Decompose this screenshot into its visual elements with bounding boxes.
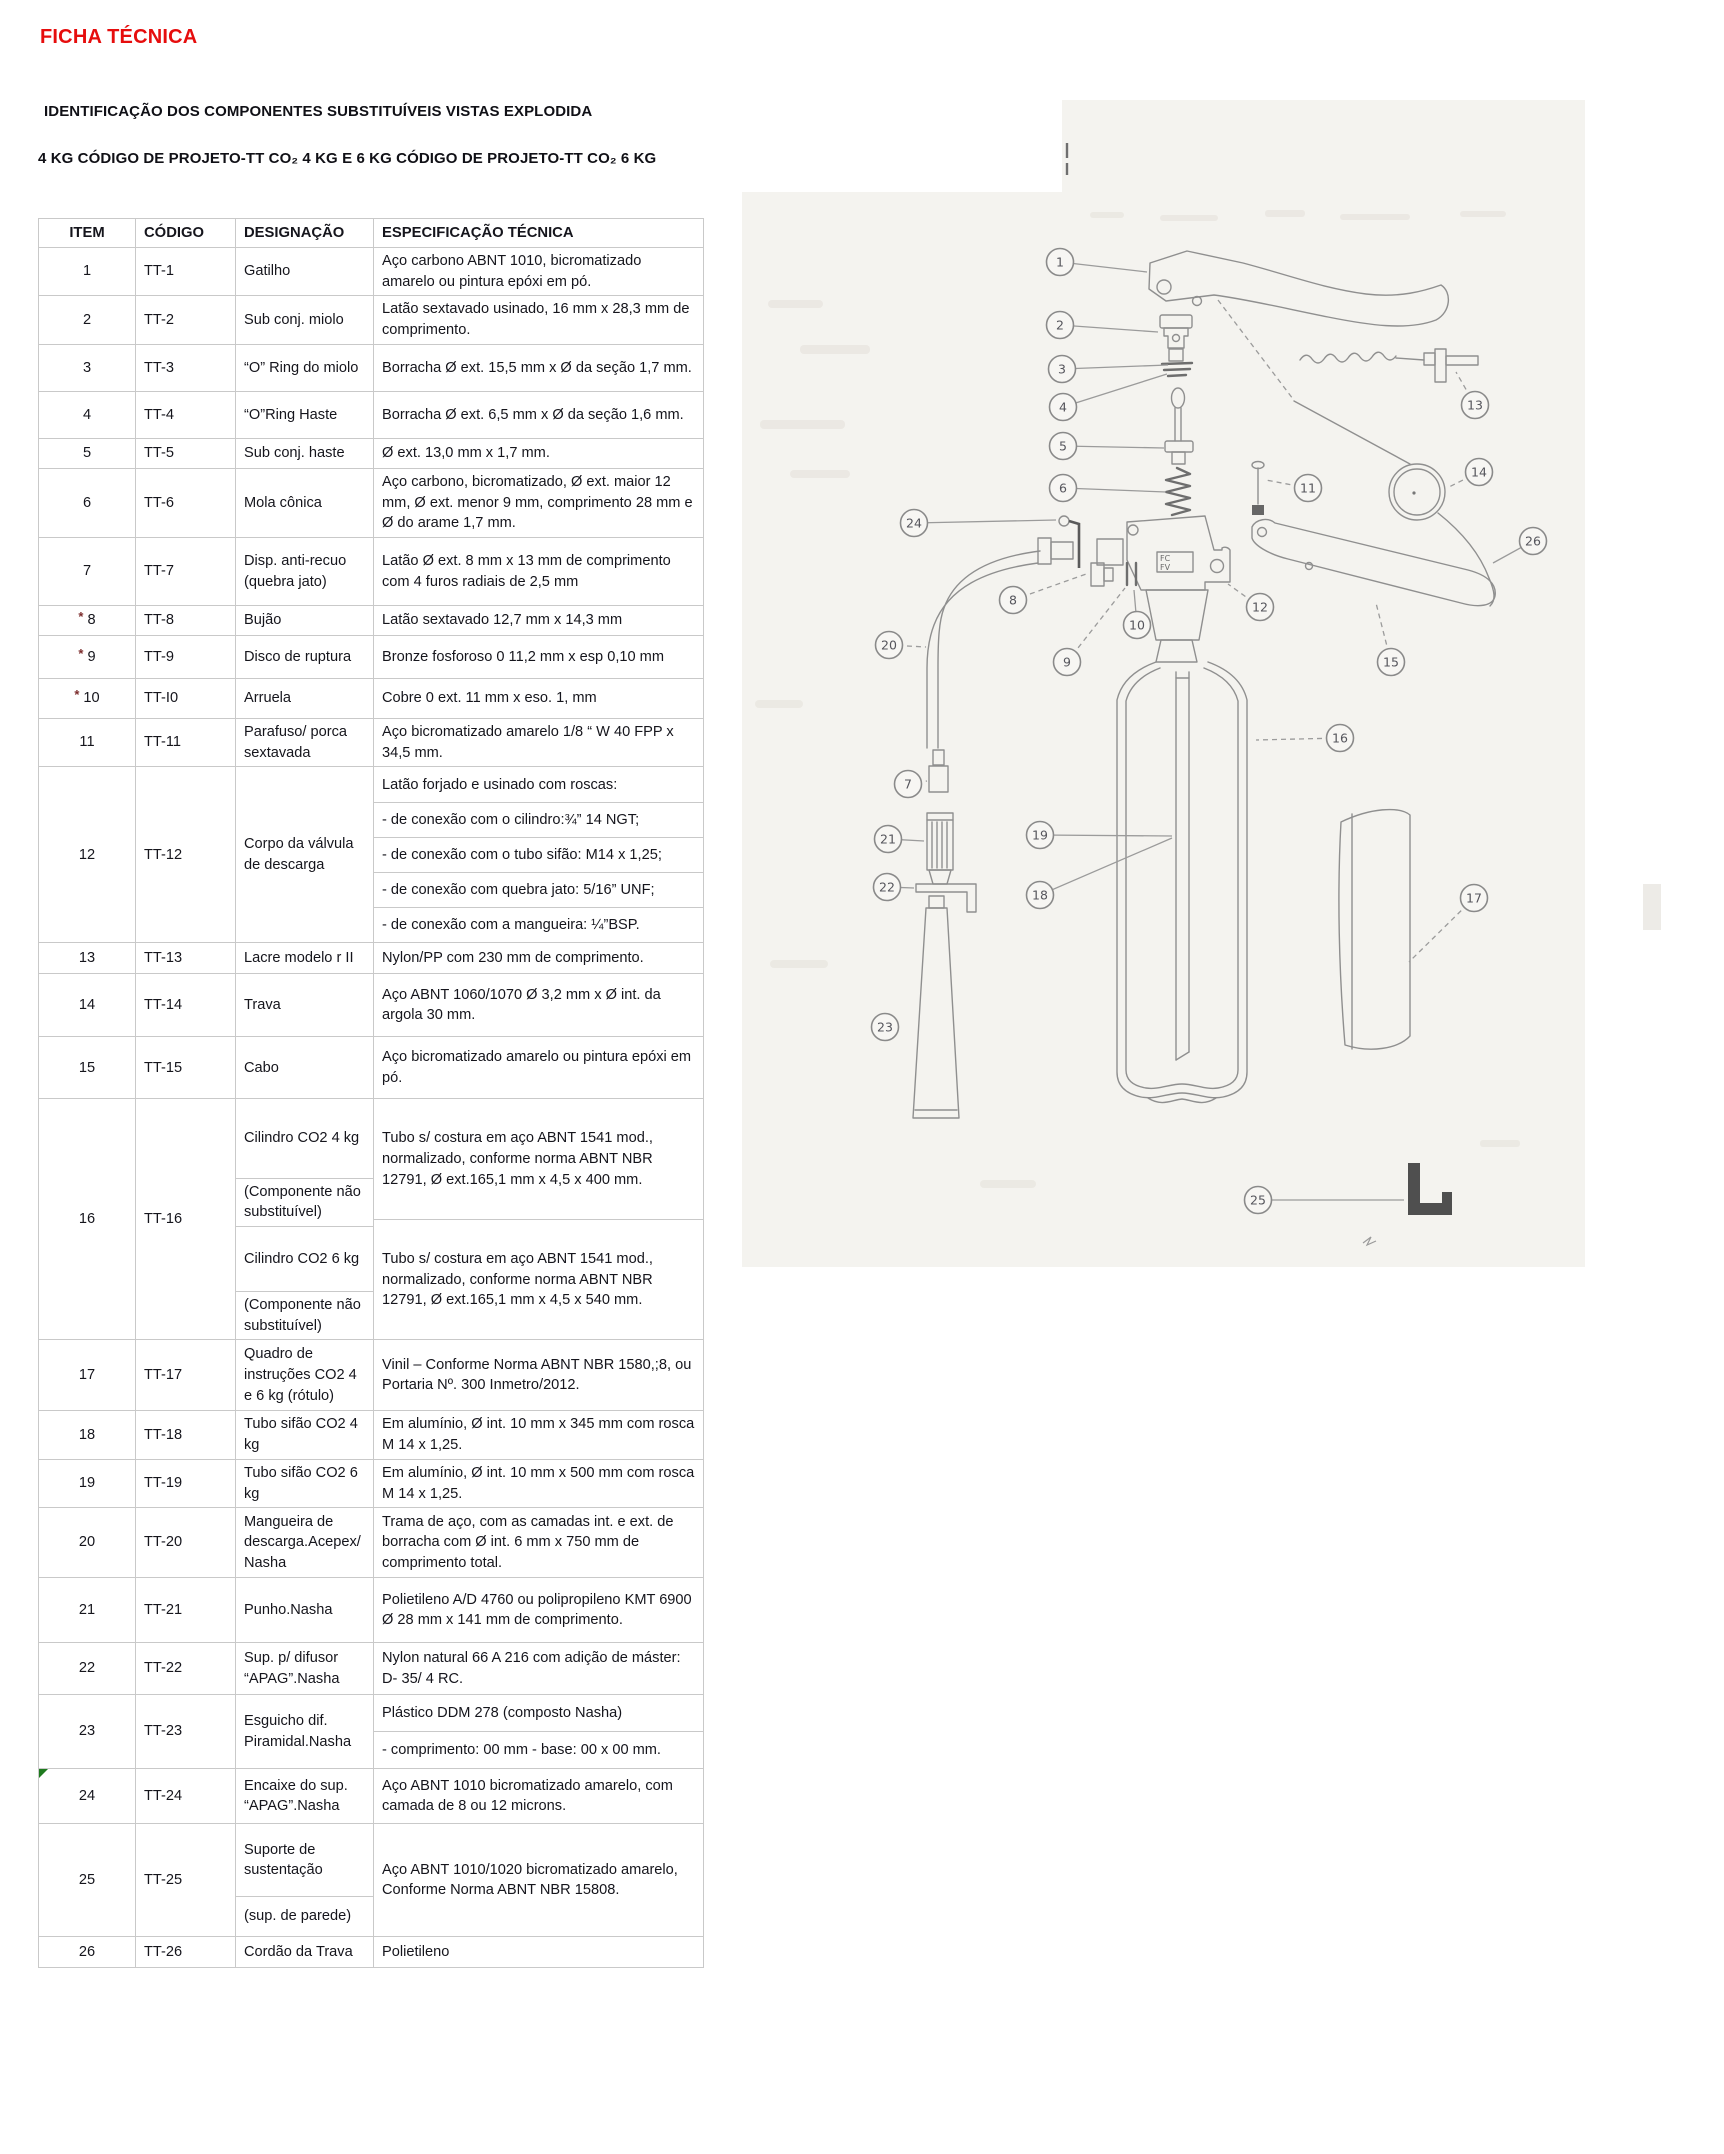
- item-number: 12: [78, 846, 96, 863]
- designacao-cell: [236, 1695, 374, 1768]
- especificacao-cell: [374, 606, 703, 635]
- item-number: 19: [78, 1475, 96, 1492]
- codigo-cell: TT-22: [136, 1643, 236, 1694]
- especificacao-cell: [374, 538, 703, 605]
- item-cell: [39, 636, 136, 678]
- table-row: [39, 1769, 703, 1824]
- especificacao-cell: [374, 1037, 703, 1098]
- callout-10: [1124, 612, 1151, 639]
- especificacao-text: Ø ext. 13,0 mm x 1,7 mm.: [382, 445, 550, 462]
- designacao-text: Quadro de instruções CO2 4 e 6 kg (rótulo): [244, 1346, 357, 1404]
- item-cell: [39, 1460, 136, 1507]
- codigo-cell: TT-15: [136, 1037, 236, 1098]
- item-number: 20: [78, 1534, 96, 1551]
- asterisk-marker: *: [74, 687, 80, 703]
- codigo-cell: TT-19: [136, 1460, 236, 1507]
- especificacao-text: Borracha Ø ext. 6,5 mm x Ø da seção 1,6 mm.: [382, 406, 684, 423]
- item-number: 23: [78, 1723, 96, 1740]
- item-cell: [39, 943, 136, 973]
- table-row: [39, 943, 703, 974]
- item-number: 3: [82, 359, 92, 376]
- designacao-cell: [236, 636, 374, 678]
- especificacao-cell: [374, 1411, 703, 1458]
- item-number: 16: [78, 1211, 96, 1228]
- table-row: [39, 1340, 703, 1411]
- designacao-text: Sup. p/ difusor “APAG”.Nasha: [244, 1650, 340, 1687]
- designacao-text: Disp. anti-recuo (quebra jato): [244, 552, 347, 590]
- table-row: [39, 679, 703, 719]
- page-title: FICHA TÉCNICA: [40, 26, 198, 48]
- codigo-cell: TT-8: [136, 606, 236, 635]
- item-cell: [39, 392, 136, 438]
- item-cell: [39, 538, 136, 605]
- item-number: 17: [78, 1367, 96, 1384]
- designacao-cell: [236, 248, 374, 295]
- especificacao-text: - comprimento: 00 mm - base: 00 x 00 mm.: [374, 1731, 703, 1768]
- item-cell: [39, 767, 136, 942]
- designacao-text: Tubo sifão CO2 4 kg: [244, 1416, 358, 1454]
- especificacao-cell: [374, 974, 703, 1036]
- designacao-text: Disco de ruptura: [244, 648, 352, 665]
- column-header-0: ITEM: [39, 219, 136, 247]
- designacao-cell: [236, 345, 374, 391]
- especificacao-cell: [374, 1824, 703, 1936]
- especificacao-cell: [374, 392, 703, 438]
- item-cell: [39, 1037, 136, 1098]
- especificacao-cell: [374, 1099, 703, 1339]
- components-table: [38, 218, 704, 1968]
- designacao-text: Sub conj. haste: [244, 445, 345, 462]
- codigo-cell: TT-3: [136, 345, 236, 391]
- column-header-2: DESIGNAÇÃO: [236, 219, 374, 247]
- item-number: 25: [78, 1871, 96, 1888]
- especificacao-text: Plástico DDM 278 (composto Nasha): [382, 1704, 623, 1721]
- item-cell: [39, 439, 136, 468]
- especificacao-cell: [374, 345, 703, 391]
- asterisk-marker: *: [78, 645, 84, 661]
- especificacao-text: Em alumínio, Ø int. 10 mm x 500 mm com rosca M 14 x 1,25.: [382, 1464, 695, 1502]
- comment-marker: [39, 1769, 48, 1778]
- table-row: [39, 469, 703, 538]
- designacao-cell: [236, 974, 374, 1036]
- designacao-cell: [236, 1508, 374, 1577]
- item-cell: [39, 248, 136, 295]
- designacao-text: Sub conj. miolo: [244, 311, 344, 328]
- callout-6: [1050, 475, 1077, 502]
- codigo-cell: TT-14: [136, 974, 236, 1036]
- item-number: 6: [82, 494, 92, 511]
- item-number: 5: [82, 445, 92, 462]
- callout-number: 14: [1471, 464, 1487, 480]
- especificacao-text: Aço bicromatizado amarelo ou pintura epóxi em pó.: [382, 1049, 692, 1086]
- especificacao-text: Borracha Ø ext. 15,5 mm x Ø da seção 1,7 mm.: [382, 359, 692, 376]
- callout-number: 12: [1252, 599, 1268, 615]
- designacao-text: Punho.Nasha: [244, 1601, 333, 1618]
- table-row: [39, 1037, 703, 1099]
- callout-number: 23: [877, 1019, 893, 1035]
- callout-11: [1295, 475, 1322, 502]
- designacao-cell: [236, 1824, 374, 1936]
- especificacao-text: Bronze fosforoso 0 11,2 mm x esp 0,10 mm: [382, 648, 664, 665]
- designacao-cell: [236, 1578, 374, 1642]
- designacao-text: Esguicho dif. Piramidal.Nasha: [244, 1713, 352, 1750]
- especificacao-text: - de conexão com o tubo sifão: M14 x 1,25;: [374, 837, 703, 872]
- designacao-cell: [236, 1643, 374, 1694]
- item-cell: [39, 1099, 136, 1339]
- callout-22: [874, 874, 901, 901]
- callout-16: [1327, 725, 1354, 752]
- item-cell: [39, 345, 136, 391]
- callout-number: 13: [1467, 397, 1483, 413]
- codigo-cell: TT-1: [136, 248, 236, 295]
- callout-number: 16: [1332, 730, 1348, 746]
- especificacao-text: Aço ABNT 1010 bicromatizado amarelo, com camada de 8 ou 12 microns.: [382, 1777, 673, 1815]
- especificacao-text: Aço ABNT 1060/1070 Ø 3,2 mm x Ø int. da argola 30 mm.: [382, 986, 661, 1024]
- designacao-text: “O” Ring do miolo: [244, 359, 359, 376]
- callout-number: 5: [1059, 438, 1067, 454]
- exploded-view-diagram: [730, 95, 1724, 1290]
- callout-number: 7: [904, 776, 912, 792]
- designacao-text: (Componente não substituível): [236, 1178, 373, 1226]
- callout-number: 20: [881, 637, 897, 653]
- especificacao-text: - de conexão com o cilindro:¾” 14 NGT;: [374, 802, 703, 837]
- especificacao-text: Em alumínio, Ø int. 10 mm x 345 mm com rosca M 14 x 1,25.: [382, 1416, 695, 1454]
- designacao-cell: [236, 469, 374, 537]
- table-row: [39, 1508, 703, 1578]
- especificacao-text: Tubo s/ costura em aço ABNT 1541 mod., normalizado, conforme norma ABNT NBR 12791, Ø ext.165,1 mm x 4,5 x 540 mm.: [374, 1219, 703, 1339]
- table-row: [39, 1099, 703, 1340]
- designacao-cell: [236, 1460, 374, 1507]
- especificacao-cell: [374, 1508, 703, 1577]
- codigo-cell: TT-7: [136, 538, 236, 605]
- table-row: [39, 1578, 703, 1643]
- designacao-text: Cabo: [244, 1059, 279, 1076]
- item-cell: [39, 296, 136, 343]
- callout-5: [1050, 433, 1077, 460]
- designacao-text: Bujão: [244, 612, 282, 629]
- designacao-text: “O”Ring Haste: [244, 406, 338, 423]
- especificacao-text: - de conexão com a mangueira: ¼”BSP.: [374, 907, 703, 942]
- callout-number: 19: [1032, 827, 1048, 843]
- callout-number: 4: [1059, 399, 1067, 415]
- designacao-cell: [236, 439, 374, 468]
- item-cell: [39, 1824, 136, 1936]
- designacao-text: Cordão da Trava: [244, 1943, 353, 1960]
- table-row: [39, 248, 703, 296]
- designacao-cell: [236, 679, 374, 718]
- especificacao-text: Aço carbono ABNT 1010, bicromatizado amarelo ou pintura epóxi em pó.: [382, 253, 642, 290]
- designacao-cell: [236, 1037, 374, 1098]
- item-number: 22: [78, 1660, 96, 1677]
- item-number: 21: [78, 1601, 96, 1618]
- table-header-row: [39, 219, 703, 248]
- especificacao-cell: [374, 1937, 703, 1967]
- asterisk-marker: *: [78, 609, 84, 625]
- especificacao-text: Latão Ø ext. 8 mm x 13 mm de comprimento com 4 furos radiais de 2,5 mm: [382, 552, 671, 590]
- designacao-text: Suporte de sustentação: [244, 1841, 323, 1879]
- callout-19: [1027, 822, 1054, 849]
- especificacao-cell: [374, 636, 703, 678]
- especificacao-cell: [374, 679, 703, 718]
- designacao-text: Lacre modelo r II: [244, 950, 354, 967]
- especificacao-cell: [374, 296, 703, 343]
- designacao-cell: [236, 538, 374, 605]
- callout-number: 6: [1059, 480, 1067, 496]
- scan-background: [742, 100, 1585, 1267]
- especificacao-text: Nylon natural 66 A 216 com adição de máster: D- 35/ 4 RC.: [382, 1650, 681, 1687]
- scan-artifact-strip: [1643, 884, 1661, 930]
- table-row: [39, 606, 703, 636]
- especificacao-text: Polietileno A/D 4760 ou polipropileno KMT 6900 Ø 28 mm x 141 mm de comprimento.: [382, 1591, 692, 1629]
- callout-number: 21: [880, 831, 896, 847]
- table-row: [39, 636, 703, 679]
- table-row: [39, 767, 703, 943]
- item-cell: [39, 679, 136, 718]
- callout-number: 1: [1056, 254, 1064, 270]
- callout-24: [901, 510, 928, 537]
- callout-4: [1050, 394, 1077, 421]
- table-row: [39, 1643, 703, 1695]
- section-heading: IDENTIFICAÇÃO DOS COMPONENTES SUBSTITUÍVEIS VISTAS EXPLODIDA: [44, 103, 593, 120]
- callout-2: [1047, 312, 1074, 339]
- codigo-cell: TT-18: [136, 1411, 236, 1458]
- designacao-text: Mangueira de descarga.Acepex/ Nasha: [244, 1513, 361, 1572]
- item-cell: [39, 1695, 136, 1768]
- table-row: [39, 392, 703, 439]
- item-cell: [39, 469, 136, 537]
- codigo-cell: TT-20: [136, 1508, 236, 1577]
- item-cell: [39, 974, 136, 1036]
- codigo-cell: TT-26: [136, 1937, 236, 1967]
- item-number: 13: [78, 950, 96, 967]
- callout-7: [895, 771, 922, 798]
- callout-12: [1247, 594, 1274, 621]
- table-row: [39, 1695, 703, 1769]
- especificacao-text: Aço carbono, bicromatizado, Ø ext. maior 12 mm, Ø ext. menor 9 mm, comprimento 28 mm e Ø do arame 1,7 mm.: [382, 473, 693, 532]
- designacao-text: Tubo sifão CO2 6 kg: [244, 1464, 358, 1502]
- codigo-cell: TT-17: [136, 1340, 236, 1410]
- callout-number: 24: [906, 515, 922, 531]
- table-row: [39, 719, 703, 767]
- callout-21: [875, 826, 902, 853]
- table-row: [39, 296, 703, 344]
- table-row: [39, 345, 703, 392]
- designacao-text: Cilindro CO2 4 kg: [244, 1130, 360, 1147]
- callout-number: 26: [1525, 533, 1541, 549]
- callout-number: 15: [1383, 654, 1399, 670]
- designacao-text: Cilindro CO2 6 kg: [236, 1226, 373, 1291]
- callout-8: [1000, 587, 1027, 614]
- designacao-text: Parafuso/ porca sextavada: [244, 724, 348, 761]
- item-cell: [39, 1411, 136, 1458]
- especificacao-text: Vinil – Conforme Norma ABNT NBR 1580,;8, ou Portaria Nº. 300 Inmetro/2012.: [382, 1356, 692, 1394]
- item-number: 1: [82, 263, 92, 280]
- designacao-cell: [236, 1099, 374, 1339]
- codigo-cell: TT-6: [136, 469, 236, 537]
- table-row: [39, 439, 703, 469]
- item-number: 7: [82, 563, 92, 580]
- designacao-cell: [236, 1340, 374, 1410]
- item-number: 11: [79, 734, 95, 751]
- especificacao-cell: [374, 469, 703, 537]
- item-number: 9: [87, 648, 96, 665]
- especificacao-text: Latão sextavado usinado, 16 mm x 28,3 mm de comprimento.: [382, 301, 690, 339]
- codigo-cell: TT-I0: [136, 679, 236, 718]
- especificacao-text: Latão sextavado 12,7 mm x 14,3 mm: [382, 612, 623, 629]
- callout-14: [1466, 459, 1493, 486]
- designacao-cell: [236, 1411, 374, 1458]
- designacao-cell: [236, 1937, 374, 1967]
- especificacao-text: Trama de aço, com as camadas int. e ext. de borracha com Ø int. 6 mm x 750 mm de comprimento total.: [382, 1513, 674, 1572]
- especificacao-cell: [374, 1695, 703, 1768]
- codigo-cell: TT-2: [136, 296, 236, 343]
- callout-number: 25: [1250, 1192, 1266, 1208]
- item-number: 24: [78, 1787, 96, 1804]
- item-cell: [39, 606, 136, 635]
- scan-white-notch: [742, 100, 1062, 192]
- designacao-cell: [236, 606, 374, 635]
- especificacao-cell: [374, 1340, 703, 1410]
- especificacao-text: Nylon/PP com 230 mm de comprimento.: [382, 950, 644, 967]
- table-row: [39, 974, 703, 1037]
- table-row: [39, 1824, 703, 1937]
- codigo-cell: TT-13: [136, 943, 236, 973]
- codigo-cell: TT-4: [136, 392, 236, 438]
- designacao-text: Arruela: [244, 690, 292, 707]
- designacao-text: Mola cônica: [244, 494, 322, 511]
- item-cell: [39, 719, 136, 766]
- codigo-cell: TT-9: [136, 636, 236, 678]
- especificacao-text: Aço ABNT 1010/1020 bicromatizado amarelo, Conforme Norma ABNT NBR 15808.: [382, 1861, 678, 1899]
- item-cell: [39, 1340, 136, 1410]
- codigo-cell: TT-23: [136, 1695, 236, 1768]
- codigo-cell: TT-12: [136, 767, 236, 942]
- callout-number: 2: [1056, 317, 1064, 333]
- callout-9: [1054, 649, 1081, 676]
- table-row: [39, 538, 703, 606]
- callout-number: 22: [879, 879, 895, 895]
- especificacao-cell: [374, 439, 703, 468]
- callout-20: [876, 632, 903, 659]
- especificacao-cell: [374, 1460, 703, 1507]
- designacao-text: (sup. de parede): [236, 1896, 373, 1936]
- designacao-text: Corpo da válvula de descarga: [244, 836, 354, 873]
- column-header-3: ESPECIFICAÇÃO TÉCNICA: [382, 224, 574, 241]
- especificacao-cell: [374, 719, 703, 766]
- designacao-cell: [236, 719, 374, 766]
- item-cell: [39, 1643, 136, 1694]
- especificacao-cell: [374, 1643, 703, 1694]
- especificacao-cell: [374, 767, 703, 942]
- callout-number: 17: [1466, 890, 1482, 906]
- callout-3: [1049, 356, 1076, 383]
- callout-number: 18: [1032, 887, 1048, 903]
- table-row: [39, 1460, 703, 1508]
- designacao-text: (Componente não substituível): [236, 1291, 373, 1339]
- callout-number: 11: [1300, 480, 1316, 496]
- callout-number: 8: [1009, 592, 1017, 608]
- especificacao-text: Cobre 0 ext. 11 mm x eso. 1, mm: [382, 690, 597, 707]
- item-cell: [39, 1769, 136, 1823]
- item-number: 2: [82, 311, 92, 328]
- valve-label-line2: FV: [1160, 563, 1171, 572]
- callout-number: 10: [1129, 617, 1145, 633]
- especificacao-text: Latão forjado e usinado com roscas:: [382, 776, 618, 793]
- callout-13: [1462, 392, 1489, 419]
- codigo-cell: TT-25: [136, 1824, 236, 1936]
- callout-26: [1520, 528, 1547, 555]
- item-number: 4: [82, 406, 92, 423]
- column-header-1: CÓDIGO: [136, 219, 236, 247]
- project-code-line: 4 KG CÓDIGO DE PROJETO-TT CO₂ 4 KG E 6 KG CÓDIGO DE PROJETO-TT CO₂ 6 KG: [38, 150, 657, 167]
- item-number: 18: [78, 1426, 96, 1443]
- item-number: 8: [87, 612, 96, 629]
- item-number: 14: [78, 997, 96, 1014]
- callout-23: [872, 1014, 899, 1041]
- codigo-cell: TT-24: [136, 1769, 236, 1823]
- especificacao-cell: [374, 1769, 703, 1823]
- codigo-cell: TT-5: [136, 439, 236, 468]
- especificacao-text: Polietileno: [382, 1943, 450, 1960]
- callout-number: 3: [1058, 361, 1066, 377]
- valve-label-line1: FC: [1160, 554, 1171, 563]
- especificacao-text: Aço bicromatizado amarelo 1/8 “ W 40 FPP x 34,5 mm.: [382, 724, 674, 761]
- table-row: [39, 1937, 703, 1967]
- codigo-cell: TT-11: [136, 719, 236, 766]
- item-cell: [39, 1508, 136, 1577]
- callout-1: [1047, 249, 1074, 276]
- item-number: 10: [83, 690, 100, 707]
- especificacao-text: - de conexão com quebra jato: 5/16” UNF;: [374, 872, 703, 907]
- especificacao-cell: [374, 248, 703, 295]
- callout-25: [1245, 1187, 1272, 1214]
- item-number: 26: [78, 1943, 96, 1960]
- designacao-text: Trava: [244, 997, 281, 1014]
- designacao-cell: [236, 767, 374, 942]
- codigo-cell: TT-21: [136, 1578, 236, 1642]
- designacao-text: Encaixe do sup. “APAG”.Nasha: [244, 1777, 348, 1815]
- designacao-text: Gatilho: [244, 263, 291, 280]
- item-number: 15: [78, 1059, 96, 1076]
- item-cell: [39, 1937, 136, 1967]
- callout-number: 9: [1063, 654, 1071, 670]
- designacao-cell: [236, 392, 374, 438]
- callout-15: [1378, 649, 1405, 676]
- designacao-cell: [236, 1769, 374, 1823]
- callout-17: [1461, 885, 1488, 912]
- especificacao-cell: [374, 1578, 703, 1642]
- especificacao-cell: [374, 943, 703, 973]
- designacao-cell: [236, 943, 374, 973]
- table-row: [39, 1411, 703, 1459]
- callout-18: [1027, 882, 1054, 909]
- especificacao-text: Tubo s/ costura em aço ABNT 1541 mod., normalizado, conforme norma ABNT NBR 12791, Ø ext.165,1 mm x 4,5 x 400 mm.: [382, 1130, 653, 1188]
- codigo-cell: TT-16: [136, 1099, 236, 1339]
- designacao-cell: [236, 296, 374, 343]
- item-cell: [39, 1578, 136, 1642]
